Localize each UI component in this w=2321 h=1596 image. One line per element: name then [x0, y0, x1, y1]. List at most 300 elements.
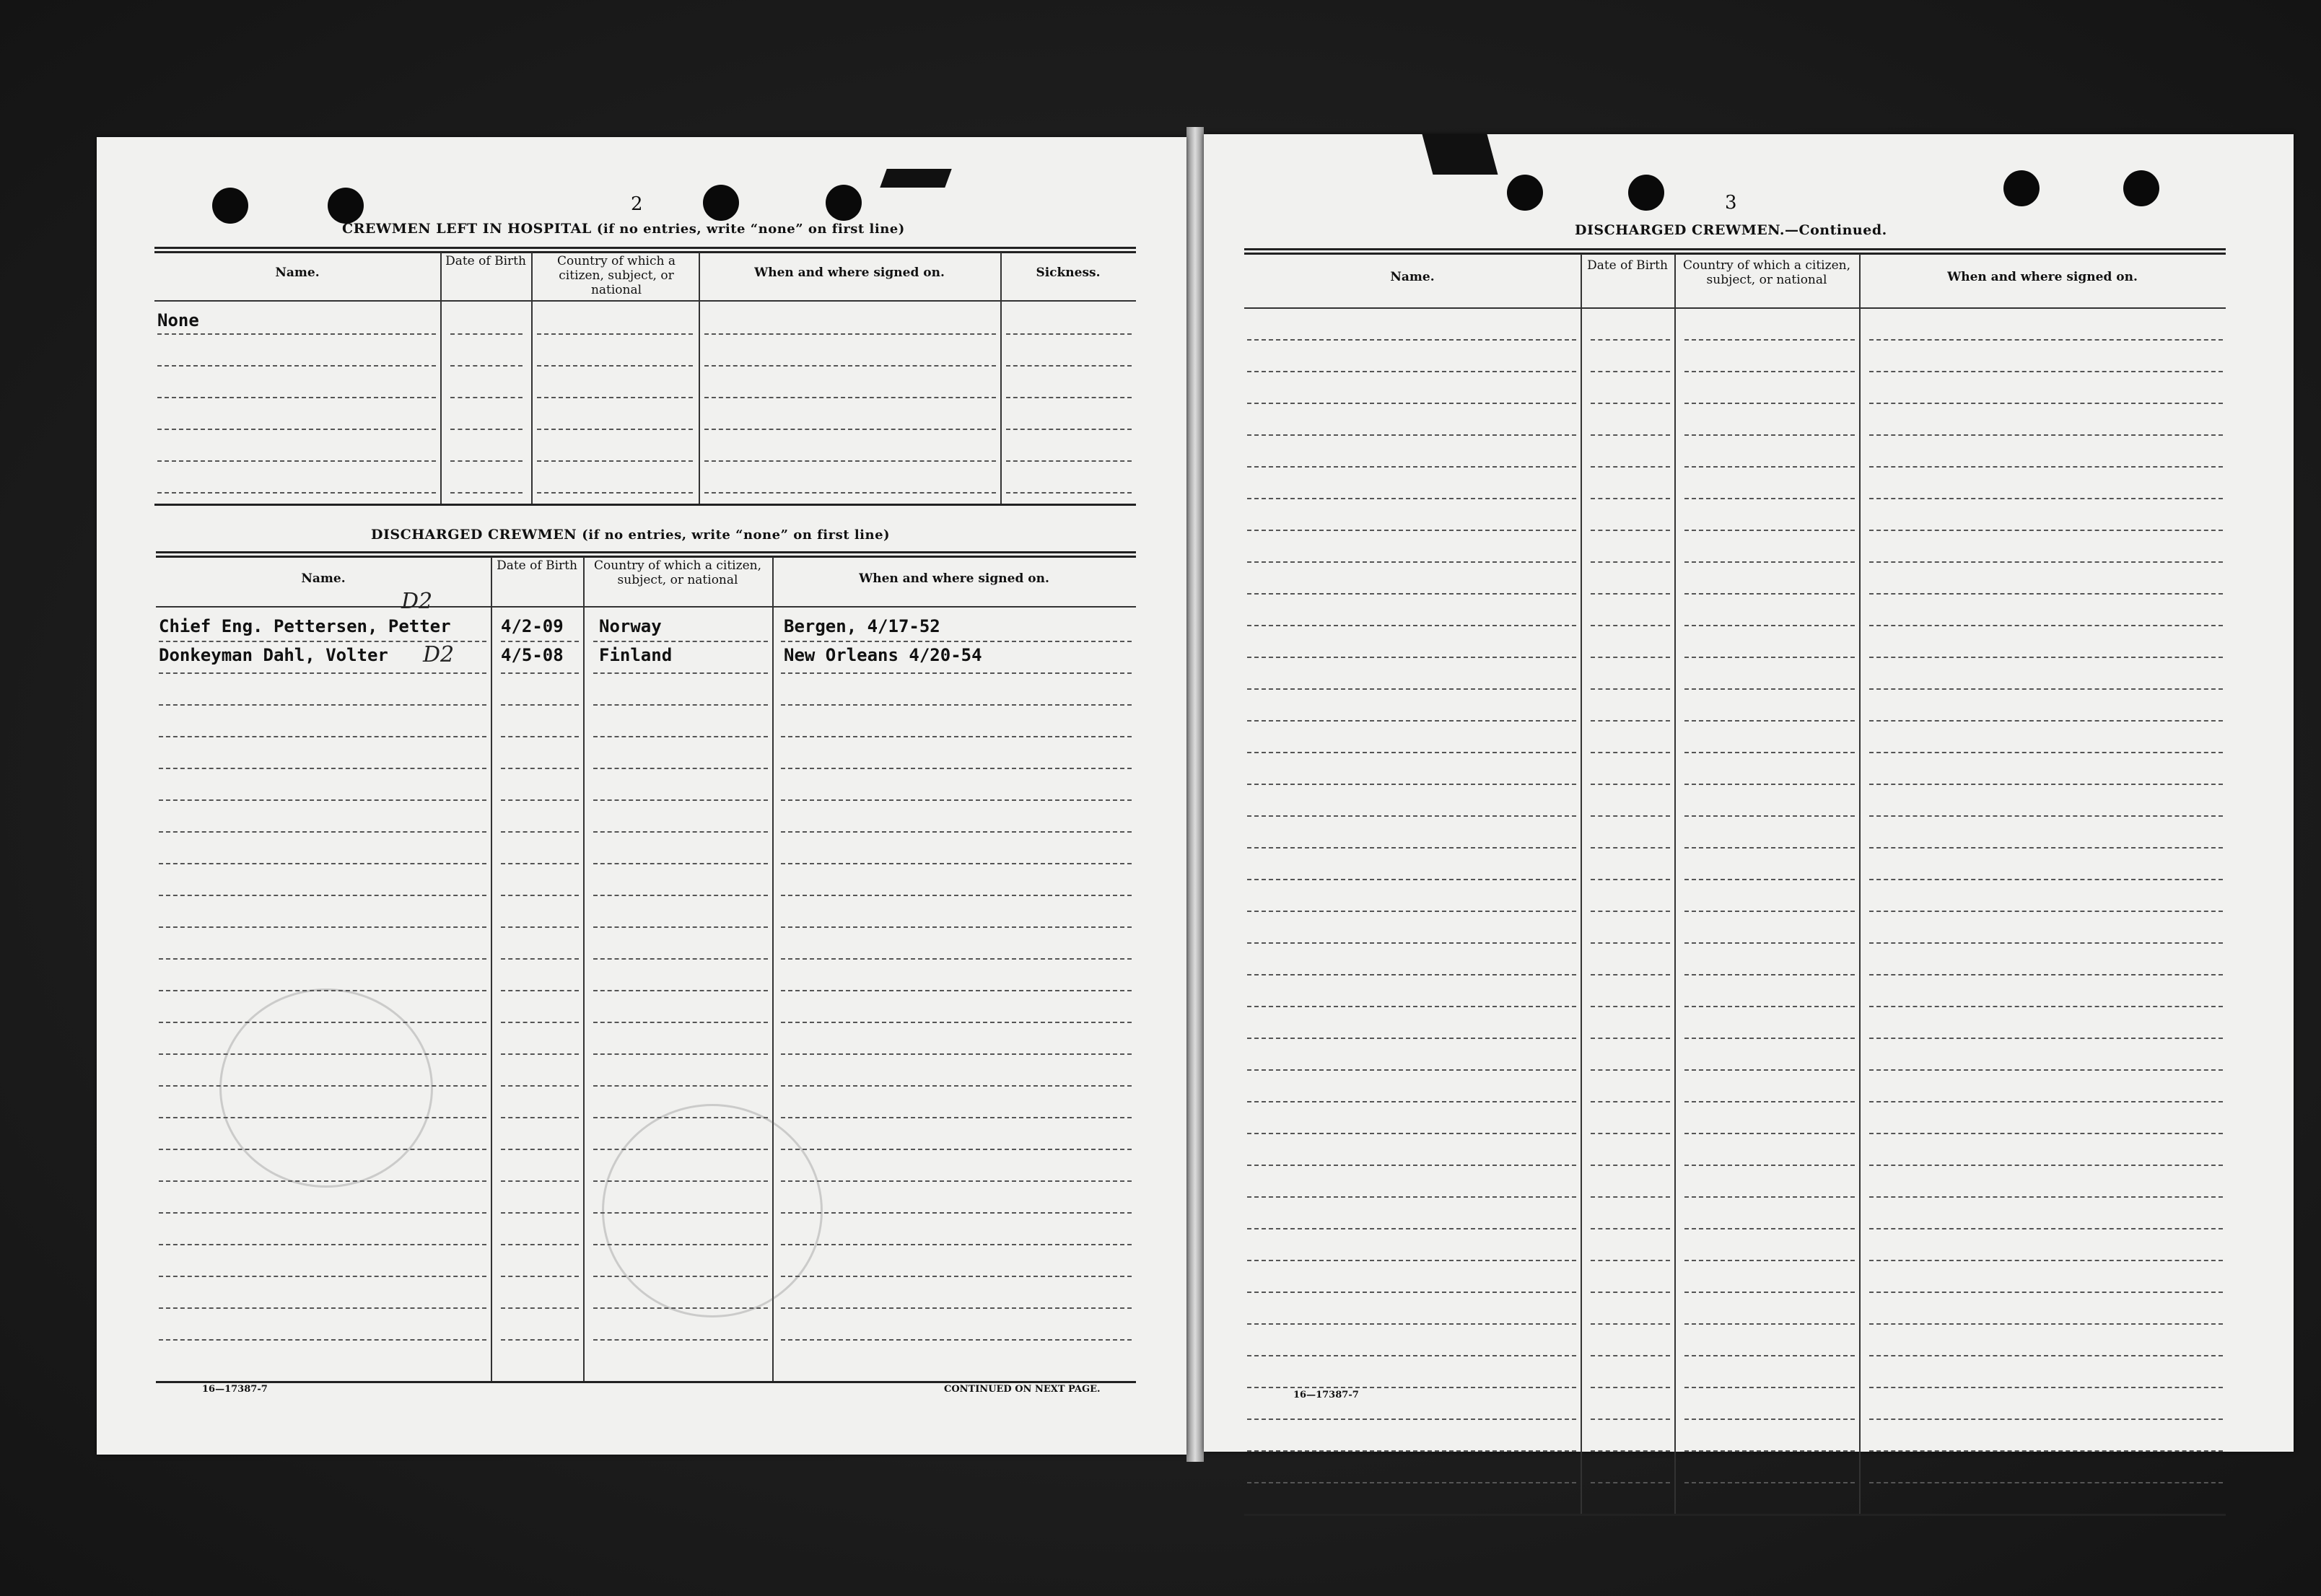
ruled-line [1684, 403, 1855, 404]
ruled-line [501, 1085, 579, 1087]
ruled-line [159, 1244, 486, 1245]
ruled-line [450, 429, 523, 430]
ruled-line [704, 333, 996, 335]
ruled-line [1591, 1101, 1670, 1102]
ruled-line [501, 1339, 579, 1341]
ruled-line [1869, 752, 2223, 753]
ruled-line [1684, 911, 1855, 912]
ruled-line [501, 1117, 579, 1118]
ruled-line [1247, 1069, 1576, 1071]
ruled-line [1591, 1419, 1670, 1420]
header-signed: When and where signed on. [1947, 270, 2138, 284]
ruled-line [781, 672, 1132, 674]
ruled-line [781, 863, 1132, 864]
ruled-line [159, 768, 486, 769]
ruled-line [1684, 434, 1855, 436]
ruled-line [501, 641, 579, 642]
crew-name: Chief Eng. Pettersen, Petter [159, 616, 451, 636]
ruled-line [1684, 593, 1855, 595]
ruled-line [1869, 1387, 2223, 1388]
ruled-line [593, 736, 768, 737]
ruled-line [781, 1053, 1132, 1055]
ruled-line [157, 460, 436, 462]
ruled-line [1591, 1069, 1670, 1071]
ruled-line [159, 641, 486, 642]
ruled-line [1684, 1387, 1855, 1388]
ruled-line [593, 1022, 768, 1023]
handwritten-mark: D2 [401, 589, 433, 614]
ruled-line [1247, 1419, 1576, 1420]
ruled-line [781, 1212, 1132, 1214]
ruled-line [1684, 657, 1855, 658]
ruled-line [781, 1276, 1132, 1277]
ruled-line [1869, 530, 2223, 531]
header-sickness: Sickness. [1036, 266, 1101, 280]
ruled-line [1247, 1196, 1576, 1198]
header-dob: Date of Birth [445, 254, 526, 268]
ruled-line [501, 1276, 579, 1277]
ruled-line [1591, 1292, 1670, 1293]
ruled-line [1247, 1260, 1576, 1261]
ruled-line [1684, 1038, 1855, 1039]
ruled-line [450, 365, 523, 367]
ruled-line [593, 704, 768, 706]
ruled-line [1591, 1228, 1670, 1229]
ruled-line [1869, 815, 2223, 817]
ruled-line [781, 831, 1132, 833]
ruled-line [1684, 720, 1855, 722]
ruled-line [704, 460, 996, 462]
ruled-line [159, 926, 486, 928]
ruled-line [593, 926, 768, 928]
ruled-line [1247, 815, 1576, 817]
ruled-line [157, 429, 436, 430]
continued-section-title: DISCHARGED CREWMEN.—Continued. [1575, 222, 1887, 238]
ruled-line [1591, 847, 1670, 849]
continued-note: CONTINUED ON NEXT PAGE. [944, 1384, 1101, 1395]
ruled-line [1869, 1006, 2223, 1007]
ruled-line [781, 1085, 1132, 1087]
ruled-line [593, 958, 768, 960]
ruled-line [1247, 879, 1576, 880]
ruled-line [781, 1149, 1132, 1150]
ruled-line [593, 1053, 768, 1055]
hospital-none-entry: None [157, 310, 199, 330]
ruled-line [1247, 1133, 1576, 1134]
ruled-line [1684, 1006, 1855, 1007]
ruled-line [1684, 625, 1855, 626]
ruled-line [1591, 1260, 1670, 1261]
ruled-line [1684, 1450, 1855, 1452]
ruled-line [1684, 530, 1855, 531]
paper-tear [1422, 134, 1498, 175]
ruled-line [1591, 752, 1670, 753]
ruled-line [157, 365, 436, 367]
ruled-line [1591, 1038, 1670, 1039]
ruled-line [1869, 625, 2223, 626]
ruled-line [593, 831, 768, 833]
page-number: 2 [631, 193, 643, 215]
ruled-line [1247, 720, 1576, 722]
ruled-line [1684, 847, 1855, 849]
ruled-line [1247, 1038, 1576, 1039]
ruled-line [450, 460, 523, 462]
ruled-line [159, 831, 486, 833]
ruled-line [1684, 498, 1855, 499]
header-country: Country of which a citizen, subject, or national [594, 558, 761, 587]
ruled-line [157, 397, 436, 398]
ruled-line [704, 492, 996, 494]
ruled-line [1247, 466, 1576, 468]
ruled-line [1591, 974, 1670, 975]
ruled-line [781, 1307, 1132, 1309]
ruled-line [159, 1276, 486, 1277]
ruled-line [704, 365, 996, 367]
punch-hole [703, 185, 739, 221]
ruled-line [1247, 657, 1576, 658]
ruled-line [1247, 498, 1576, 499]
ruled-line [781, 704, 1132, 706]
crew-country: Norway [599, 616, 662, 636]
ruled-line [1684, 561, 1855, 563]
ruled-line [1869, 879, 2223, 880]
ruled-line [593, 641, 768, 642]
ruled-line [1591, 1387, 1670, 1388]
form-number: 16—17387-7 [1293, 1390, 1359, 1400]
ruled-line [1591, 911, 1670, 912]
ruled-line [1869, 434, 2223, 436]
ruled-line [1247, 1323, 1576, 1325]
ruled-line [1247, 911, 1576, 912]
ruled-line [1684, 1165, 1855, 1166]
ruled-line [1247, 847, 1576, 849]
ruled-line [1869, 1419, 2223, 1420]
ruled-line [1247, 530, 1576, 531]
ruled-line [1869, 847, 2223, 849]
ruled-line [537, 365, 693, 367]
ruled-line [1591, 625, 1670, 626]
ruled-line [1591, 1482, 1670, 1483]
ruled-line [593, 863, 768, 864]
ruled-line [501, 1212, 579, 1214]
ruled-line [1869, 1355, 2223, 1356]
ruled-line [1591, 371, 1670, 372]
header-name: Name. [275, 266, 320, 280]
ruled-line [1591, 942, 1670, 944]
ruled-line [781, 926, 1132, 928]
header-signed: When and where signed on. [859, 571, 1049, 586]
ruled-line [1591, 1323, 1670, 1325]
ruled-line [1591, 688, 1670, 690]
ruled-line [1247, 339, 1576, 341]
ruled-line [1869, 784, 2223, 785]
ruled-line [1591, 403, 1670, 404]
header-country: Country of which a citizen, subject, or national [557, 254, 676, 297]
ruled-line [781, 990, 1132, 991]
ruled-line [1684, 1228, 1855, 1229]
ruled-line [1869, 1228, 2223, 1229]
ruled-line [1684, 339, 1855, 341]
ruled-line [781, 1022, 1132, 1023]
crew-country: Finland [599, 645, 673, 665]
ruled-line [450, 333, 523, 335]
header-name: Name. [1390, 270, 1435, 284]
header-country: Country of which a citizen, subject, or national [1683, 258, 1850, 287]
ruled-line [1591, 879, 1670, 880]
ruled-line [1006, 397, 1132, 398]
ruled-line [1591, 815, 1670, 817]
ruled-line [1591, 1355, 1670, 1356]
ruled-line [1684, 752, 1855, 753]
ruled-line [1684, 1069, 1855, 1071]
ruled-line [501, 799, 579, 801]
ruled-line [1591, 498, 1670, 499]
ruled-line [1247, 434, 1576, 436]
left-page [97, 137, 1186, 1455]
ruled-line [1247, 625, 1576, 626]
punch-hole [328, 188, 364, 224]
ruled-line [450, 397, 523, 398]
ruled-line [1869, 466, 2223, 468]
ruled-line [1869, 1038, 2223, 1039]
ruled-line [501, 1022, 579, 1023]
ruled-line [1591, 339, 1670, 341]
page-number: 3 [1725, 192, 1737, 214]
ruled-line [1869, 561, 2223, 563]
ruled-line [1591, 434, 1670, 436]
header-name: Name. [301, 571, 346, 586]
ruled-line [1247, 403, 1576, 404]
ruled-line [1869, 1069, 2223, 1071]
ruled-line [593, 768, 768, 769]
ruled-line [501, 1307, 579, 1309]
ruled-line [159, 736, 486, 737]
ruled-line [501, 990, 579, 991]
ruled-line [1591, 466, 1670, 468]
ruled-line [159, 863, 486, 864]
ruled-line [501, 736, 579, 737]
crew-dob: 4/5-08 [501, 645, 564, 665]
ruled-line [593, 895, 768, 896]
ruled-line [1869, 339, 2223, 341]
ruled-line [1247, 784, 1576, 785]
punch-hole [1628, 175, 1664, 211]
ruled-line [1869, 974, 2223, 975]
ruled-line [1869, 1323, 2223, 1325]
ruled-line [1869, 911, 2223, 912]
faded-stamp [219, 988, 433, 1188]
ruled-line [159, 958, 486, 960]
ruled-line [1869, 1482, 2223, 1483]
ruled-line [1684, 688, 1855, 690]
punch-hole [212, 188, 248, 224]
ruled-line [1247, 561, 1576, 563]
ruled-line [1684, 942, 1855, 944]
ruled-line [593, 990, 768, 991]
ruled-line [593, 799, 768, 801]
ruled-line [501, 895, 579, 896]
header-dob: Date of Birth [497, 558, 577, 573]
ruled-line [1684, 879, 1855, 880]
ruled-line [1869, 371, 2223, 372]
ruled-line [1869, 1165, 2223, 1166]
ruled-line [501, 863, 579, 864]
ruled-line [1684, 1292, 1855, 1293]
ruled-line [781, 1244, 1132, 1245]
ruled-line [1006, 429, 1132, 430]
ruled-line [1684, 1355, 1855, 1356]
ruled-line [450, 492, 523, 494]
ruled-line [1247, 1355, 1576, 1356]
ruled-line [593, 1339, 768, 1341]
ruled-line [781, 768, 1132, 769]
punch-hole [2003, 170, 2040, 206]
ruled-line [781, 1117, 1132, 1118]
ruled-line [1247, 752, 1576, 753]
ruled-line [159, 704, 486, 706]
ruled-line [1869, 1260, 2223, 1261]
ruled-line [1869, 1196, 2223, 1198]
ruled-line [1869, 657, 2223, 658]
form-number: 16—17387-7 [202, 1384, 268, 1395]
ruled-line [159, 672, 486, 674]
ruled-line [593, 672, 768, 674]
ruled-line [1684, 466, 1855, 468]
ruled-line [1006, 492, 1132, 494]
ruled-line [1869, 688, 2223, 690]
ruled-line [1869, 403, 2223, 404]
faded-stamp [602, 1104, 823, 1317]
ruled-line [1869, 942, 2223, 944]
ruled-line [537, 429, 693, 430]
book-spine [1186, 127, 1204, 1462]
ruled-line [1684, 1419, 1855, 1420]
ruled-line [1591, 784, 1670, 785]
ruled-line [1591, 1450, 1670, 1452]
ruled-line [1591, 657, 1670, 658]
ruled-line [781, 799, 1132, 801]
ruled-line [501, 1244, 579, 1245]
ruled-line [1247, 1101, 1576, 1102]
header-dob: Date of Birth [1587, 258, 1668, 273]
crew-name: Donkeyman Dahl, Volter [159, 645, 388, 665]
ruled-line [501, 672, 579, 674]
ruled-line [1684, 784, 1855, 785]
ruled-line [501, 831, 579, 833]
ruled-line [1591, 1006, 1670, 1007]
ruled-line [157, 333, 436, 335]
ruled-line [501, 958, 579, 960]
ruled-line [159, 1212, 486, 1214]
ruled-line [501, 1180, 579, 1182]
ruled-line [1247, 1482, 1576, 1483]
ruled-line [1684, 1133, 1855, 1134]
ruled-line [781, 736, 1132, 737]
ruled-line [1247, 1292, 1576, 1293]
ruled-line [593, 1085, 768, 1087]
ruled-line [159, 1339, 486, 1341]
ruled-line [1684, 1101, 1855, 1102]
ruled-line [1869, 1292, 2223, 1293]
ruled-line [1591, 593, 1670, 595]
ruled-line [537, 333, 693, 335]
crew-signed: New Orleans 4/20-54 [784, 645, 982, 665]
ruled-line [1247, 1228, 1576, 1229]
punch-hole [1507, 175, 1543, 211]
ruled-line [1869, 593, 2223, 595]
ruled-line [781, 958, 1132, 960]
ruled-line [1684, 1196, 1855, 1198]
right-page [1204, 134, 2294, 1452]
ruled-line [537, 492, 693, 494]
ruled-line [1869, 1133, 2223, 1134]
ruled-line [1006, 460, 1132, 462]
ruled-line [1006, 333, 1132, 335]
ruled-line [157, 492, 436, 494]
crew-signed: Bergen, 4/17-52 [784, 616, 940, 636]
punch-hole [826, 185, 862, 221]
hospital-section-title: CREWMEN LEFT IN HOSPITAL (if no entries, write “none” on first line) [342, 221, 905, 237]
ruled-line [1247, 593, 1576, 595]
hospital-table [154, 247, 1136, 507]
header-signed: When and where signed on. [754, 266, 945, 280]
handwritten-mark: D2 [423, 642, 455, 667]
ruled-line [1684, 1323, 1855, 1325]
discharged-section-title: DISCHARGED CREWMEN (if no entries, write “none” on first line) [371, 527, 891, 543]
paper-tear [880, 169, 951, 188]
ruled-line [1591, 1165, 1670, 1166]
ruled-line [1247, 1450, 1576, 1452]
ruled-line [537, 460, 693, 462]
ruled-line [1247, 688, 1576, 690]
ruled-line [501, 1053, 579, 1055]
ruled-line [501, 1149, 579, 1150]
ruled-line [1684, 974, 1855, 975]
ruled-line [781, 1180, 1132, 1182]
ruled-line [159, 895, 486, 896]
discharged-continued-table [1244, 248, 2226, 1518]
ruled-line [1684, 815, 1855, 817]
ruled-line [1684, 1482, 1855, 1483]
crew-dob: 4/2-09 [501, 616, 564, 636]
ruled-line [501, 768, 579, 769]
ruled-line [1591, 1133, 1670, 1134]
ruled-line [501, 704, 579, 706]
ruled-line [1684, 1260, 1855, 1261]
ruled-line [1591, 720, 1670, 722]
ruled-line [1591, 561, 1670, 563]
ruled-line [1869, 498, 2223, 499]
ruled-line [1869, 720, 2223, 722]
punch-hole [2123, 170, 2159, 206]
ruled-line [1591, 530, 1670, 531]
ruled-line [704, 429, 996, 430]
ruled-line [1247, 974, 1576, 975]
ruled-line [1869, 1101, 2223, 1102]
ruled-line [781, 641, 1132, 642]
ruled-line [1006, 365, 1132, 367]
ruled-line [1684, 371, 1855, 372]
ruled-line [704, 397, 996, 398]
ruled-line [1247, 371, 1576, 372]
ruled-line [159, 1307, 486, 1309]
ruled-line [1591, 1196, 1670, 1198]
ruled-line [1247, 1387, 1576, 1388]
ruled-line [1247, 1165, 1576, 1166]
ruled-line [1869, 1450, 2223, 1452]
ruled-line [501, 926, 579, 928]
ruled-line [1247, 1006, 1576, 1007]
